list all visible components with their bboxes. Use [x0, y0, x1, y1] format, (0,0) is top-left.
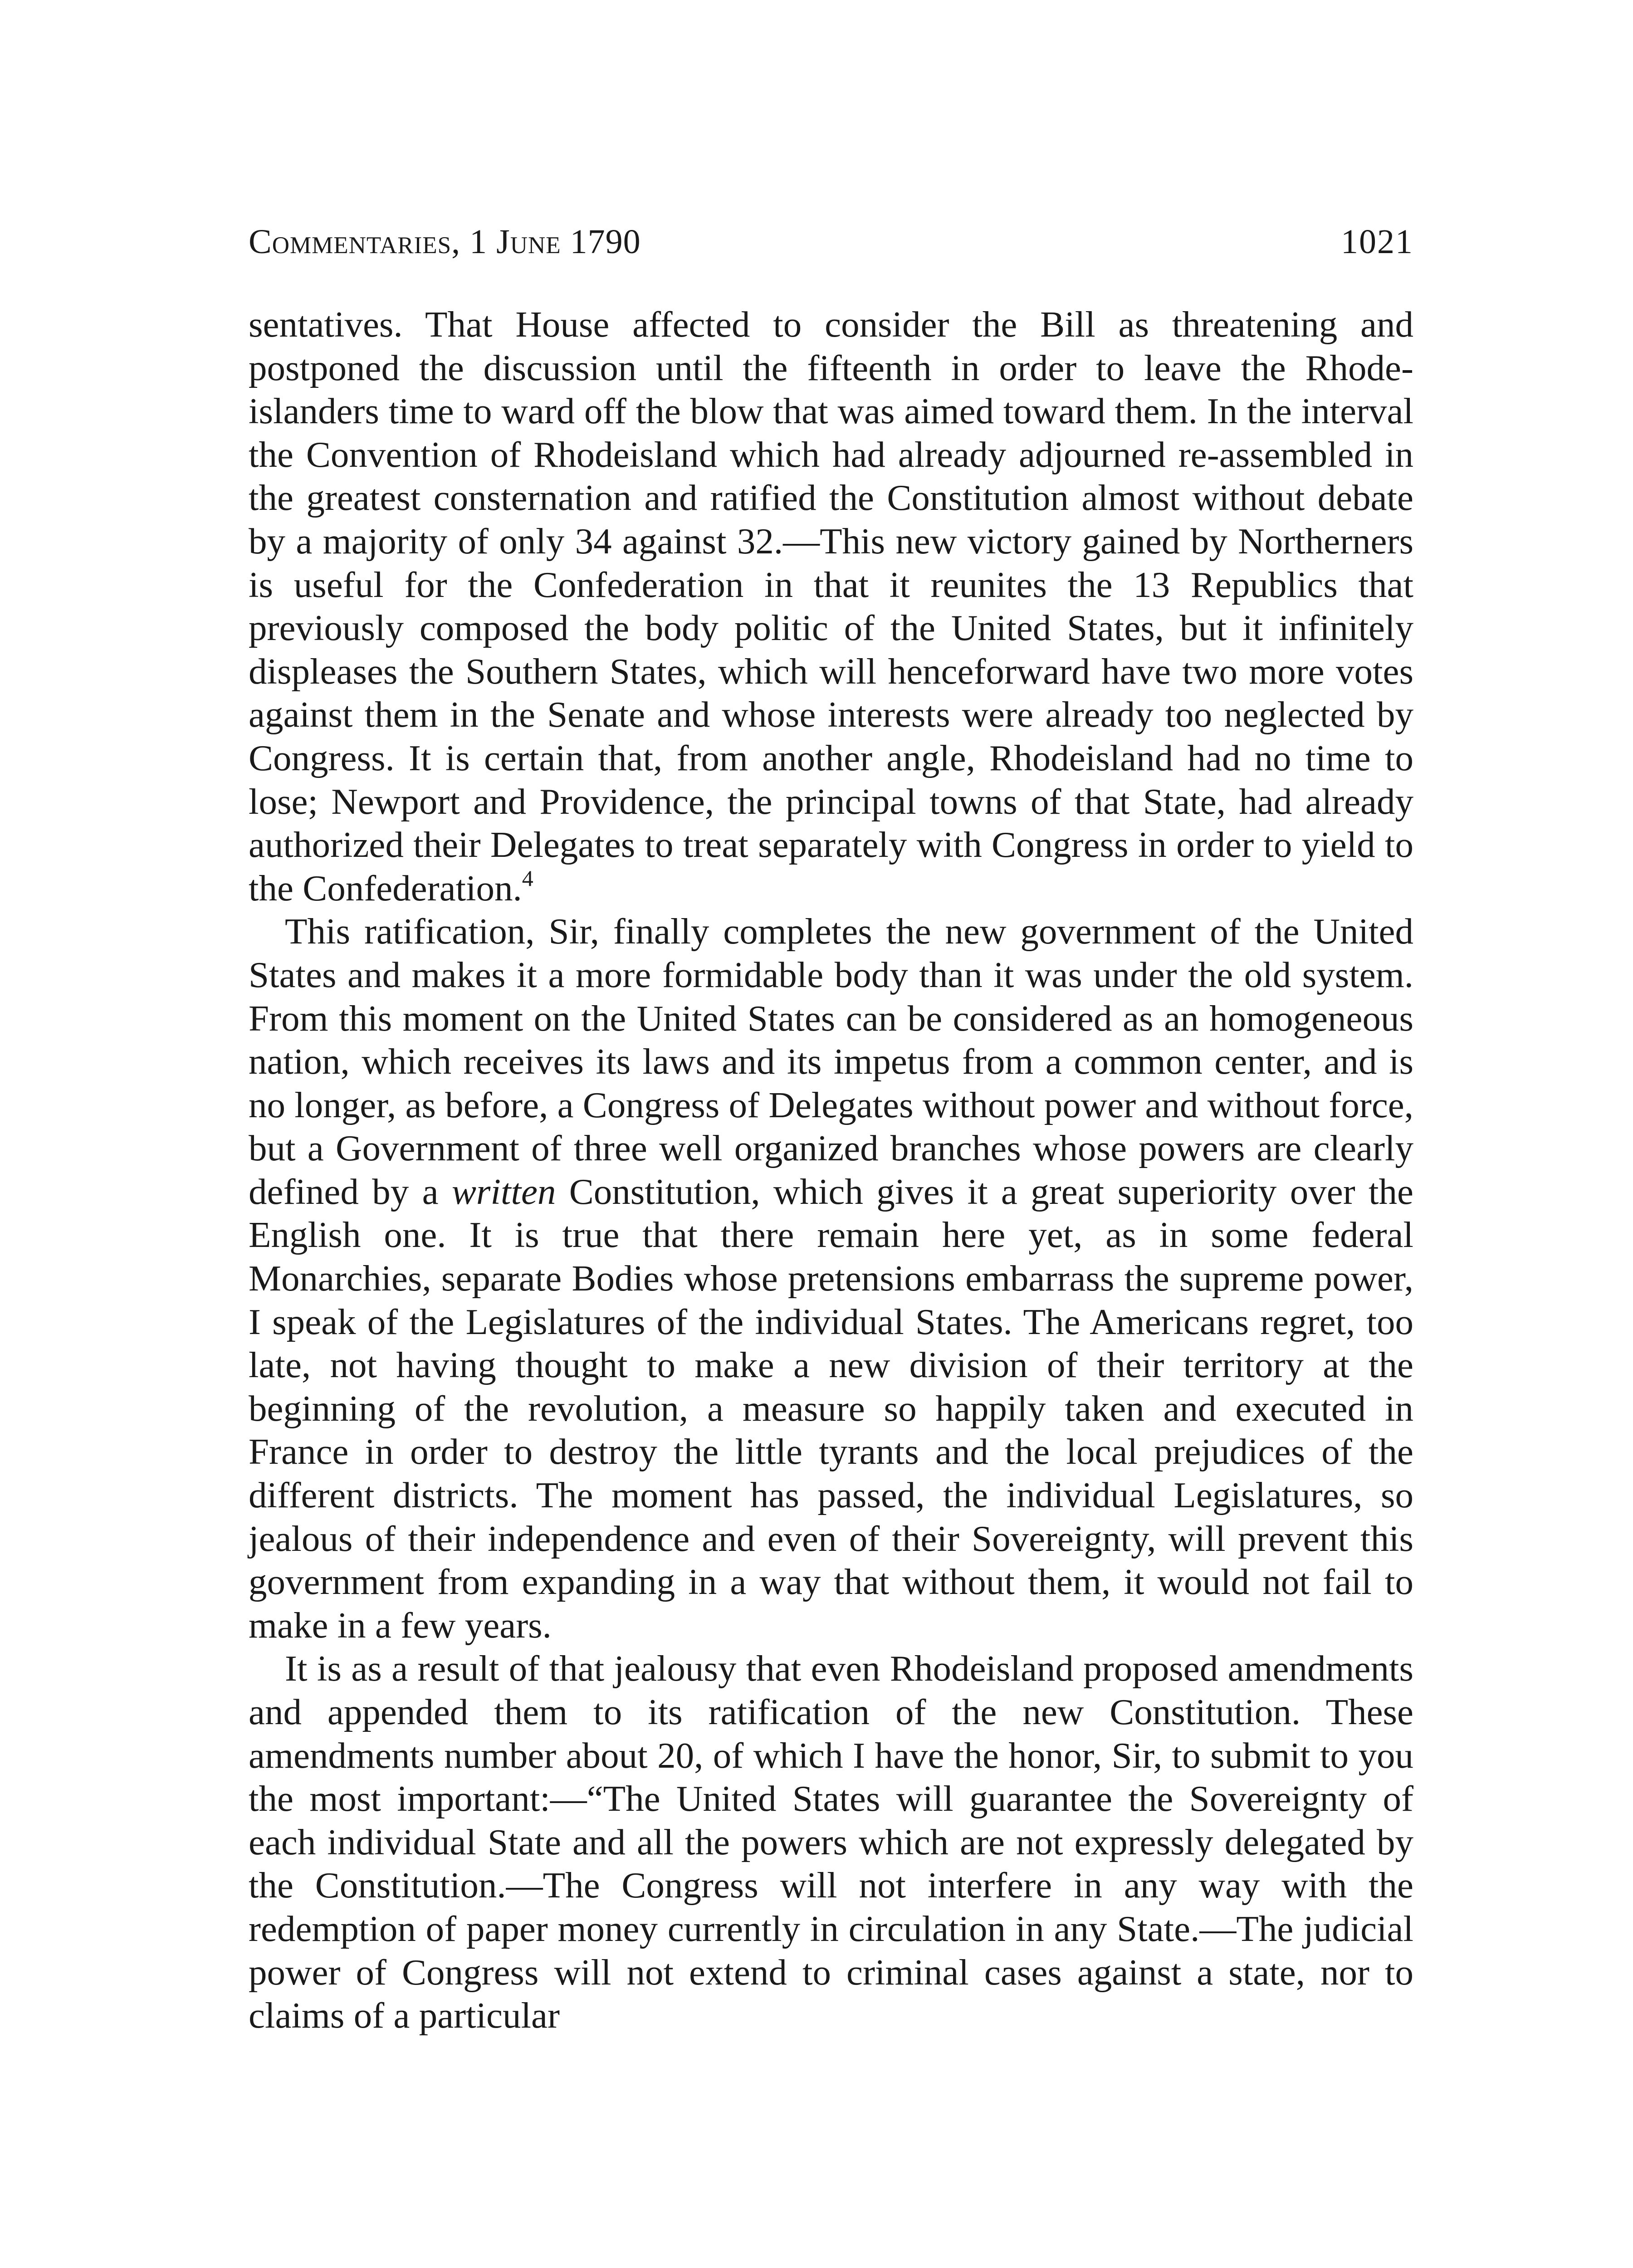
footnote-reference[interactable]: 4: [522, 865, 533, 891]
paragraph-3-text: It is as a result of that jealousy that even Rhodeisland proposed amendments and appended them to its ratification of the new Constitution. These amendments number about 20, of which I have the honor, Sir, to submit to you the most important:—“The United States will guarantee the Sovereignty of each individual State and all the powers which are not expressly delegated by the Constitution.—The Congress will not interfere in any way with the redemption of paper money currently in circulation in any State.—The judicial power of Congress will not extend to criminal cases against a state, nor to claims of a particular: [249, 1648, 1413, 2036]
emphasized-word: written: [451, 1171, 556, 1212]
paragraph-1-text: sentatives. That House affected to consider the Bill as threatening and postponed the discussion until the fifteenth in order to leave the Rhodeislanders time to ward off the blow that was aimed toward them. In the interval the Convention of Rhodeisland which had already adjourned re-assembled in the greatest consternation and ratified the Constitution almost without debate by a majority of only 34 against 32.—This new victory gained by Northerners is useful for the Confederation in that it reunites the 13 Republics that previously composed the body politic of the United States, but it infinitely displeases the Southern States, which will henceforward have two more votes against them in the Senate and whose interests were already too neglected by Congress. It is certain that, from another angle, Rhodeisland had no time to lose; Newport and Providence, the principal towns of that State, had already authorized their Delegates to treat separately with Congress in order to yield to the Confederation.: [249, 304, 1413, 909]
paragraph-2-text-after: Constitution, which gives it a great superiority over the English one. It is true that there remain here yet, as in some federal Monarchies, separate Bodies whose pretensions embarrass the supreme power, I speak of the Legislatures of the individual States. The Americans regret, too late, not having thought to make a new division of their territory at the beginning of the revolution, a measure so happily taken and executed in France in order to destroy the little tyrants and the local prejudices of the different districts. The moment has passed, the individual Legislatures, so jealous of their independence and even of their Sovereignty, will prevent this government from expanding in a way that without them, it would not fail to make in a few years.: [249, 1171, 1413, 1646]
paragraph-1: [249, 303, 1413, 910]
paragraph-3: [249, 1647, 1413, 2037]
running-head-title: Commentaries, 1 June 1790: [249, 223, 641, 261]
paragraph-2: [249, 910, 1413, 1647]
page-number: 1021: [1341, 223, 1413, 261]
paragraph-2-text-before: This ratification, Sir, finally completes the new government of the United States and makes it a more formidable body than it was under the old system. From this moment on the United States can be considered as an homogeneous nation, which receives its laws and its impetus from a common center, and is no longer, as before, a Congress of Delegates without power and without force, but a Government of three well organized branches whose powers are clearly defined by a: [249, 911, 1413, 1212]
running-head: [249, 217, 1413, 267]
body-text: [249, 303, 1413, 2038]
